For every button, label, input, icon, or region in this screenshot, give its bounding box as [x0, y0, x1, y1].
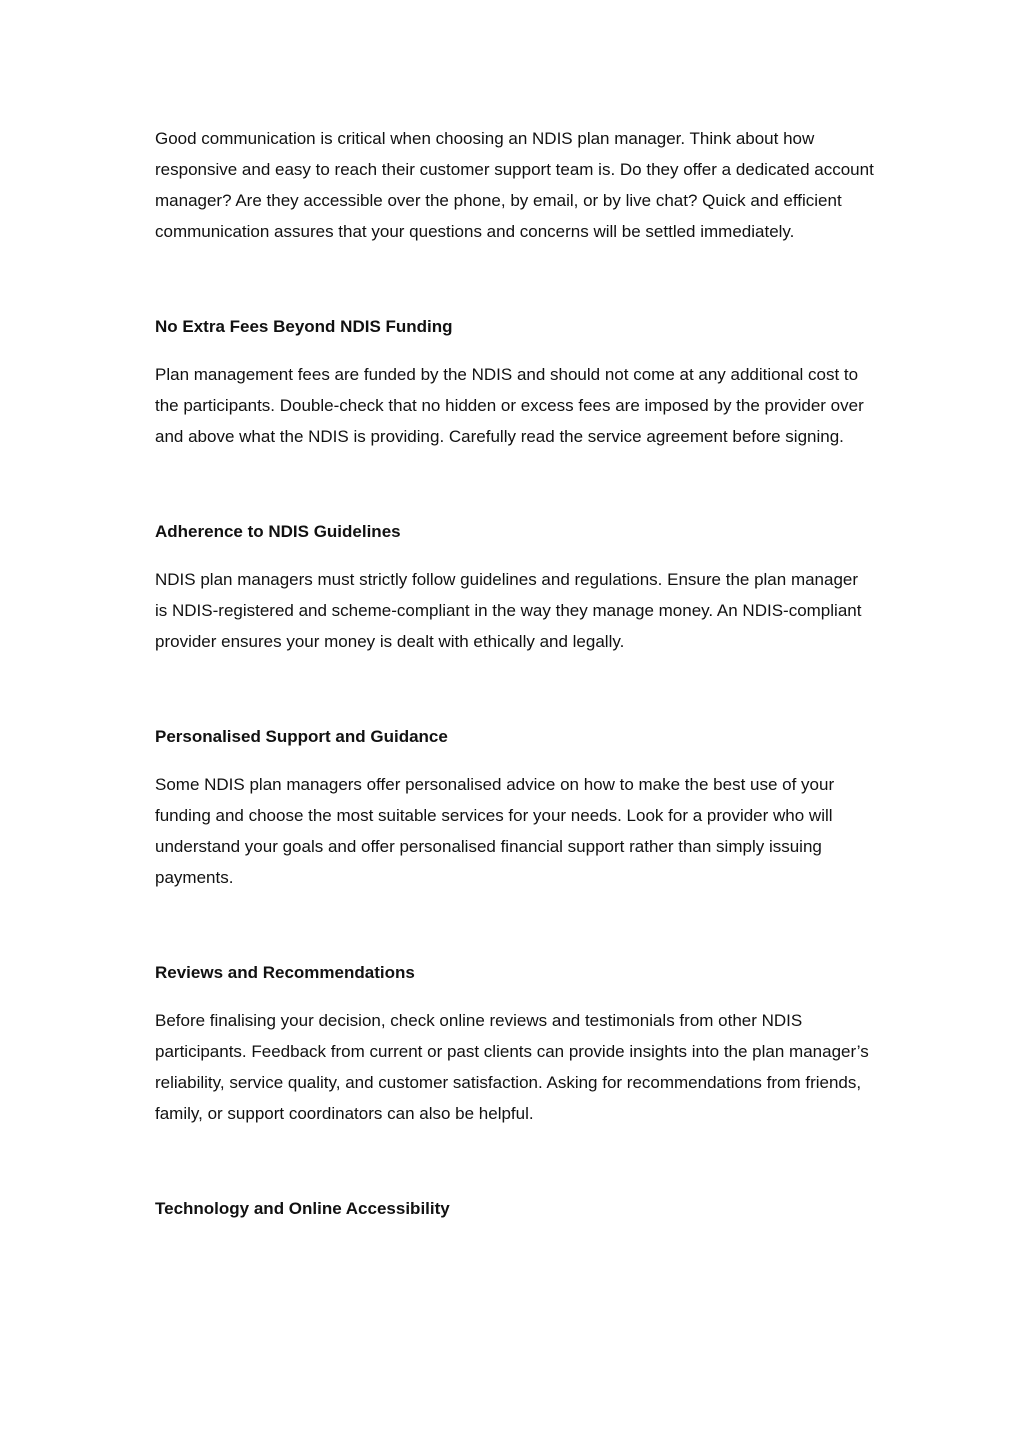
- section-paragraph-fees: Plan management fees are funded by the NDIS and should not come at any additional cost to the participants. Double-check that no hidden or excess fees are imposed by the provider over and above what the NDIS is providing. Carefully read the service agreement before signing.: [155, 365, 864, 446]
- section-heading-guidelines: Adherence to NDIS Guidelines: [155, 522, 401, 541]
- section-heading-technology: Technology and Online Accessibility: [155, 1199, 450, 1218]
- section-heading-fees: No Extra Fees Beyond NDIS Funding: [155, 317, 453, 336]
- heading-spacer: [155, 988, 875, 1005]
- section-spacer: [155, 1129, 875, 1193]
- section-spacer: [155, 657, 875, 721]
- section-spacer: [155, 452, 875, 516]
- section-spacer: [155, 893, 875, 957]
- document-content: [155, 123, 875, 1224]
- intro-paragraph: Good communication is critical when choosing an NDIS plan manager. Think about how responsive and easy to reach their customer support team is. Do they offer a dedicated account manager? Are they accessible over the phone, by email, or by live chat? Quick and efficient communication assures that your questions and concerns will be settled immediately.: [155, 129, 874, 241]
- heading-spacer: [155, 342, 875, 359]
- heading-spacer: [155, 752, 875, 769]
- section-paragraph-guidelines: NDIS plan managers must strictly follow guidelines and regulations. Ensure the plan manager is NDIS-registered and scheme-compliant in the way they manage money. An NDIS-compliant provider ensures your money is dealt with ethically and legally.: [155, 570, 862, 651]
- section-paragraph-support: Some NDIS plan managers offer personalised advice on how to make the best use of your funding and choose the most suitable services for your needs. Look for a provider who will understand your goals and offer personalised financial support rather than simply issuing payments.: [155, 775, 835, 887]
- section-heading-reviews: Reviews and Recommendations: [155, 963, 415, 982]
- section-heading-support: Personalised Support and Guidance: [155, 727, 448, 746]
- heading-spacer: [155, 547, 875, 564]
- section-spacer: [155, 247, 875, 311]
- section-paragraph-reviews: Before finalising your decision, check online reviews and testimonials from other NDIS participants. Feedback from current or past clients can provide insights into the plan manager’s reliability, service quality, and customer satisfaction. Asking for recommendations from friends, family, or support coordinators can also be helpful.: [155, 1011, 869, 1123]
